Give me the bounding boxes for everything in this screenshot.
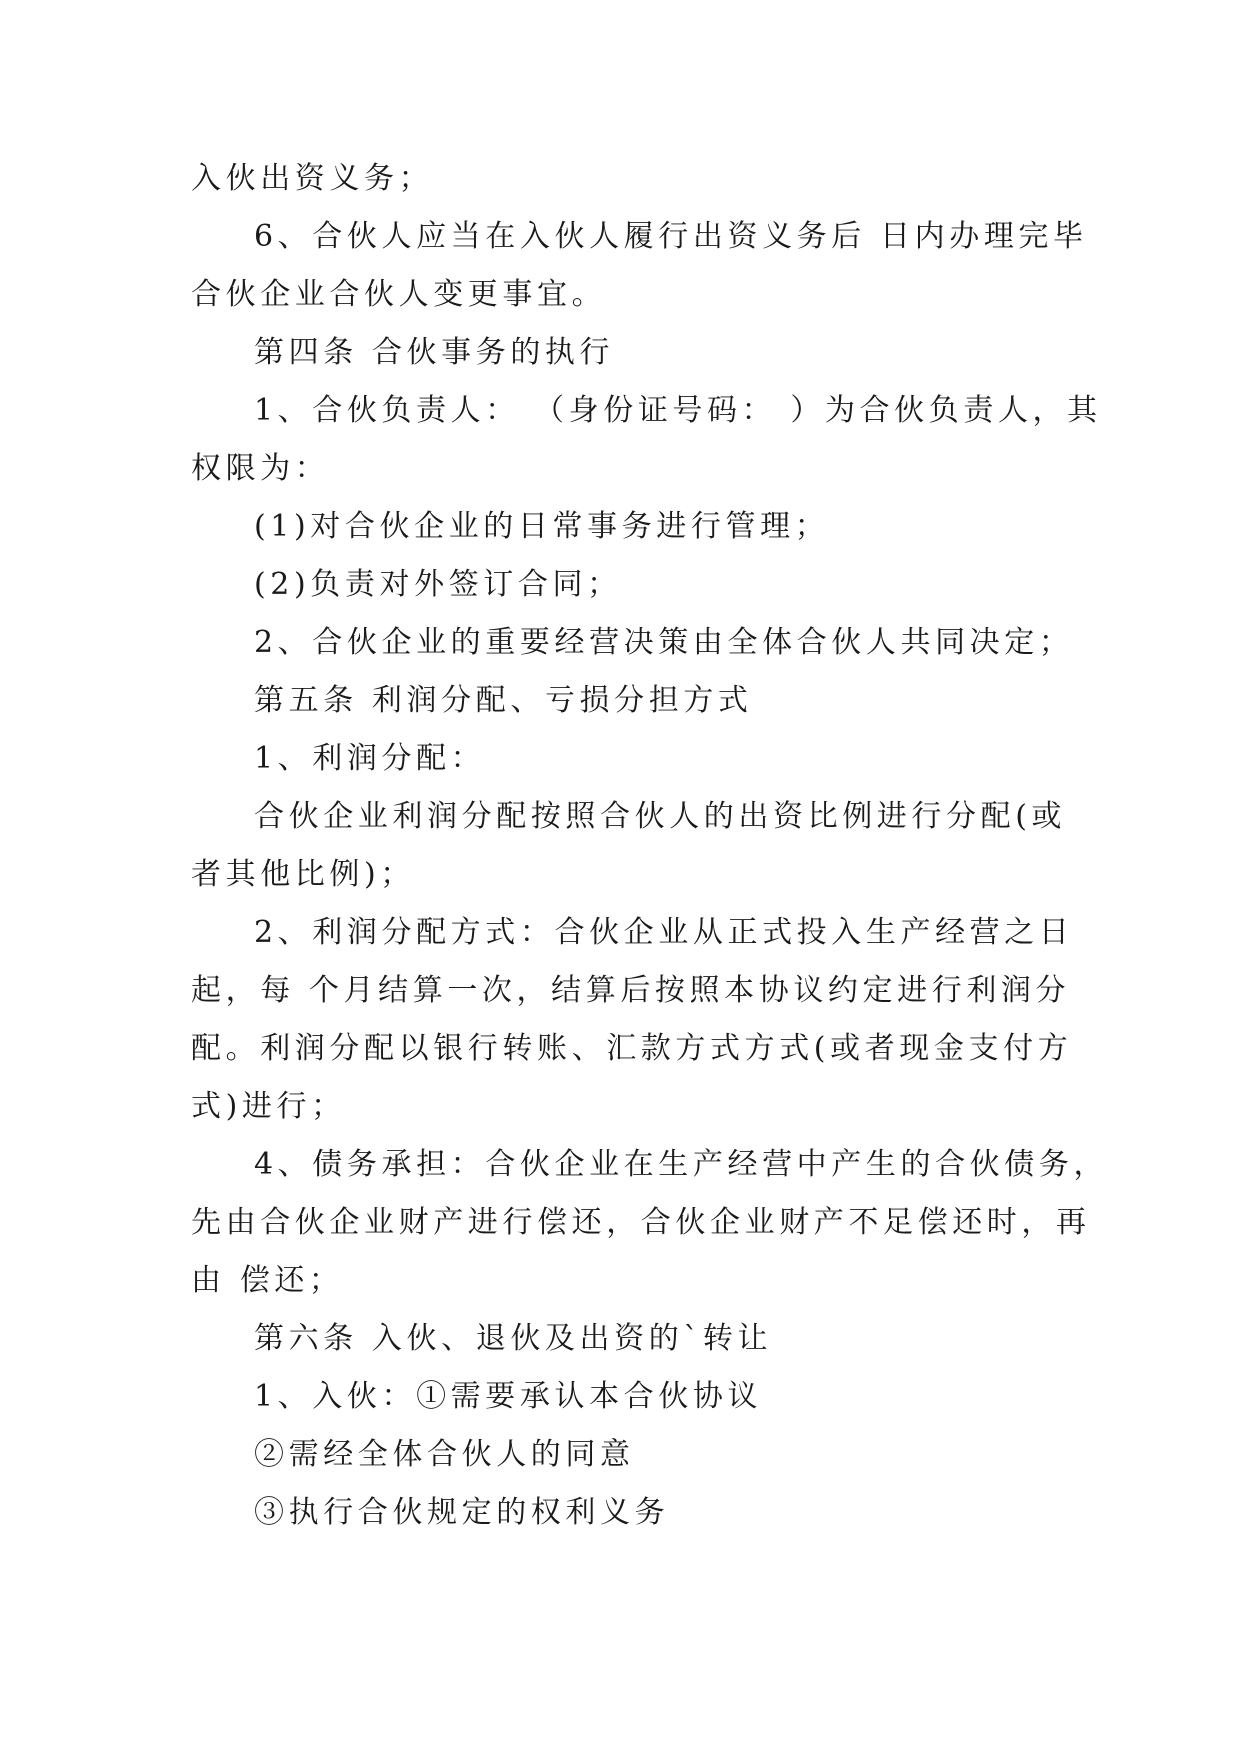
text-line: 2、利润分配方式：合伙企业从正式投入生产经营之日 <box>254 915 1074 950</box>
text-line: 入伙出资义务； <box>191 161 434 196</box>
list-item: 1、入伙：①需要承认本合伙协议 <box>254 1379 763 1414</box>
text-line: 起，每 个月结算一次，结算后按照本协议约定进行利润分 <box>191 973 1071 1008</box>
text-line: 6、合伙人应当在入伙人履行出资义务后 日内办理完毕 <box>254 219 1088 254</box>
text-line: 先由合伙企业财产进行偿还，合伙企业财产不足偿还时，再 <box>191 1205 1091 1240</box>
text-line: 式)进行； <box>191 1089 346 1124</box>
text-line: 4、债务承担：合伙企业在生产经营中产生的合伙债务， <box>254 1147 1109 1182</box>
list-item: (2)负责对外签订合同； <box>254 567 622 602</box>
text-line: 者其他比例)； <box>191 857 415 892</box>
text-line: 权限为： <box>191 451 330 486</box>
text-line: 合伙企业合伙人变更事宜。 <box>191 277 607 312</box>
section-heading: 第四条 合伙事务的执行 <box>254 335 615 370</box>
text-line: 2、合伙企业的重要经营决策由全体合伙人共同决定； <box>254 625 1074 660</box>
text-line: 1、合伙负责人： （身份证号码： ）为合伙负责人，其 <box>254 393 1102 428</box>
section-heading: 第六条 入伙、退伙及出资的`转让 <box>254 1321 773 1356</box>
document-body <box>191 150 1109 1542</box>
section-heading: 第五条 利润分配、亏损分担方式 <box>254 683 753 718</box>
list-item: ③执行合伙规定的权利义务 <box>254 1495 670 1530</box>
text-line: 配。利润分配以银行转账、汇款方式方式(或者现金支付方 <box>191 1031 1073 1066</box>
list-item: (1)对合伙企业的日常事务进行管理； <box>254 509 830 544</box>
text-line: 1、利润分配： <box>254 741 486 776</box>
text-line: 合伙企业利润分配按照合伙人的出资比例进行分配(或 <box>254 799 1067 834</box>
list-item: ②需经全体合伙人的同意 <box>254 1437 635 1472</box>
text-line: 由 偿还； <box>191 1263 344 1298</box>
